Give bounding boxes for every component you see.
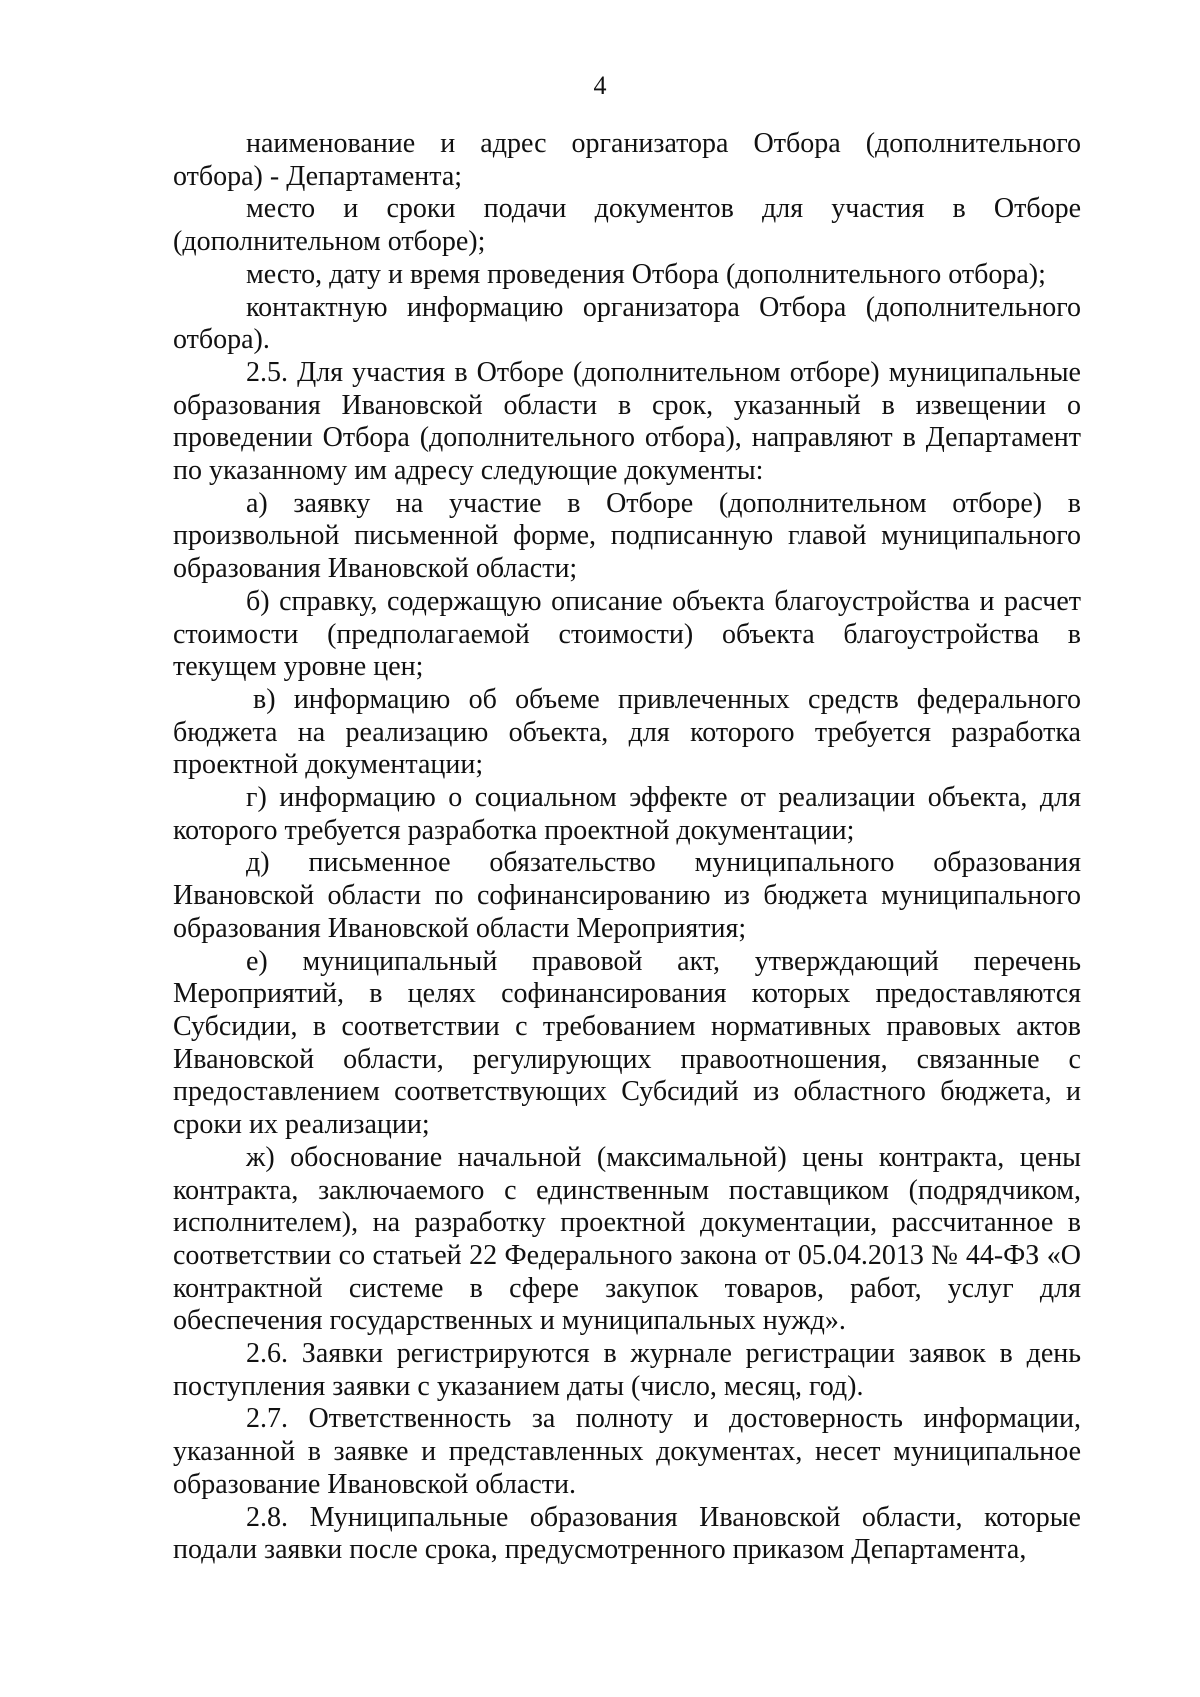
paragraph-contact-info: контактную информацию организатора Отбора (дополнительного отбора). bbox=[173, 291, 1081, 356]
page-number: 4 bbox=[593, 71, 607, 100]
list-item-a: а) заявку на участие в Отборе (дополнительном отборе) в произвольной письменной форме, подписанную главой муниципального образования Ивановской области; bbox=[173, 487, 1081, 585]
list-item-e: е) муниципальный правовой акт, утверждающий перечень Мероприятий, в целях софинансирования которых предоставляются Субсидии, в соответствии с требованием нормативных правовых актов Ивановской области, регулирующих правоотношения, связанные с предоставлением соответствующих Субсидий из областного бюджета, и сроки их реализации; bbox=[173, 945, 1081, 1141]
paragraph-organizer-name: наименование и адрес организатора Отбора (дополнительного отбора) - Департамента; bbox=[173, 128, 1081, 192]
paragraph-selection-date: место, дату и время проведения Отбора (дополнительного отбора); bbox=[246, 258, 1046, 290]
paragraph-2-7: 2.7. Ответственность за полноту и достоверность информации, указанной в заявке и представленных документах, несет муниципальное образование Ивановской области. bbox=[173, 1403, 1081, 1500]
list-item-v: в) информацию об объеме привлеченных средств федерального бюджета на реализацию объекта, для которого требуется разработка проектной документации; bbox=[173, 683, 1081, 781]
list-item-b: б) справку, содержащую описание объекта благоустройства и расчет стоимости (предполагаемой стоимости) объекта благоустройства в текущем уровне цен; bbox=[173, 585, 1081, 683]
list-item-g: г) информацию о социальном эффекте от реализации объекта, для которого требуется разработка проектной документации; bbox=[173, 782, 1081, 846]
document-body bbox=[173, 128, 1081, 1567]
list-item-zh: ж) обоснование начальной (максимальной) цены контракта, цены контракта, заключаемого с единственным поставщиком (подрядчиком, исполнителем), на разработку проектной документации, рассчитанное в соответствии со статьей 22 Федерального закона от 05.04.2013 № 44-ФЗ «О контрактной системе в сфере закупок товаров, работ, услуг для обеспечения государственных и муниципальных нужд». bbox=[173, 1141, 1081, 1337]
paragraph-2-8: 2.8. Муниципальные образования Ивановской области, которые подали заявки после срока, предусмотренного приказом Департамента, bbox=[173, 1501, 1081, 1566]
paragraph-submission-place: место и сроки подачи документов для участия в Отборе (дополнительном отборе); bbox=[173, 193, 1081, 258]
paragraph-2-6: 2.6. Заявки регистрируются в журнале регистрации заявок в день поступления заявки с указанием даты (число, месяц, год). bbox=[173, 1338, 1081, 1402]
list-item-d: д) письменное обязательство муниципального образования Ивановской области по софинансированию из бюджета муниципального образования Ивановской области Мероприятия; bbox=[173, 847, 1081, 944]
paragraph-2-5: 2.5. Для участия в Отборе (дополнительном отборе) муниципальные образования Ивановской области в срок, указанный в извещении о проведении Отбора (дополнительного отбора), направляют в Департамент по указанному им адресу следующие документы: bbox=[173, 356, 1081, 487]
